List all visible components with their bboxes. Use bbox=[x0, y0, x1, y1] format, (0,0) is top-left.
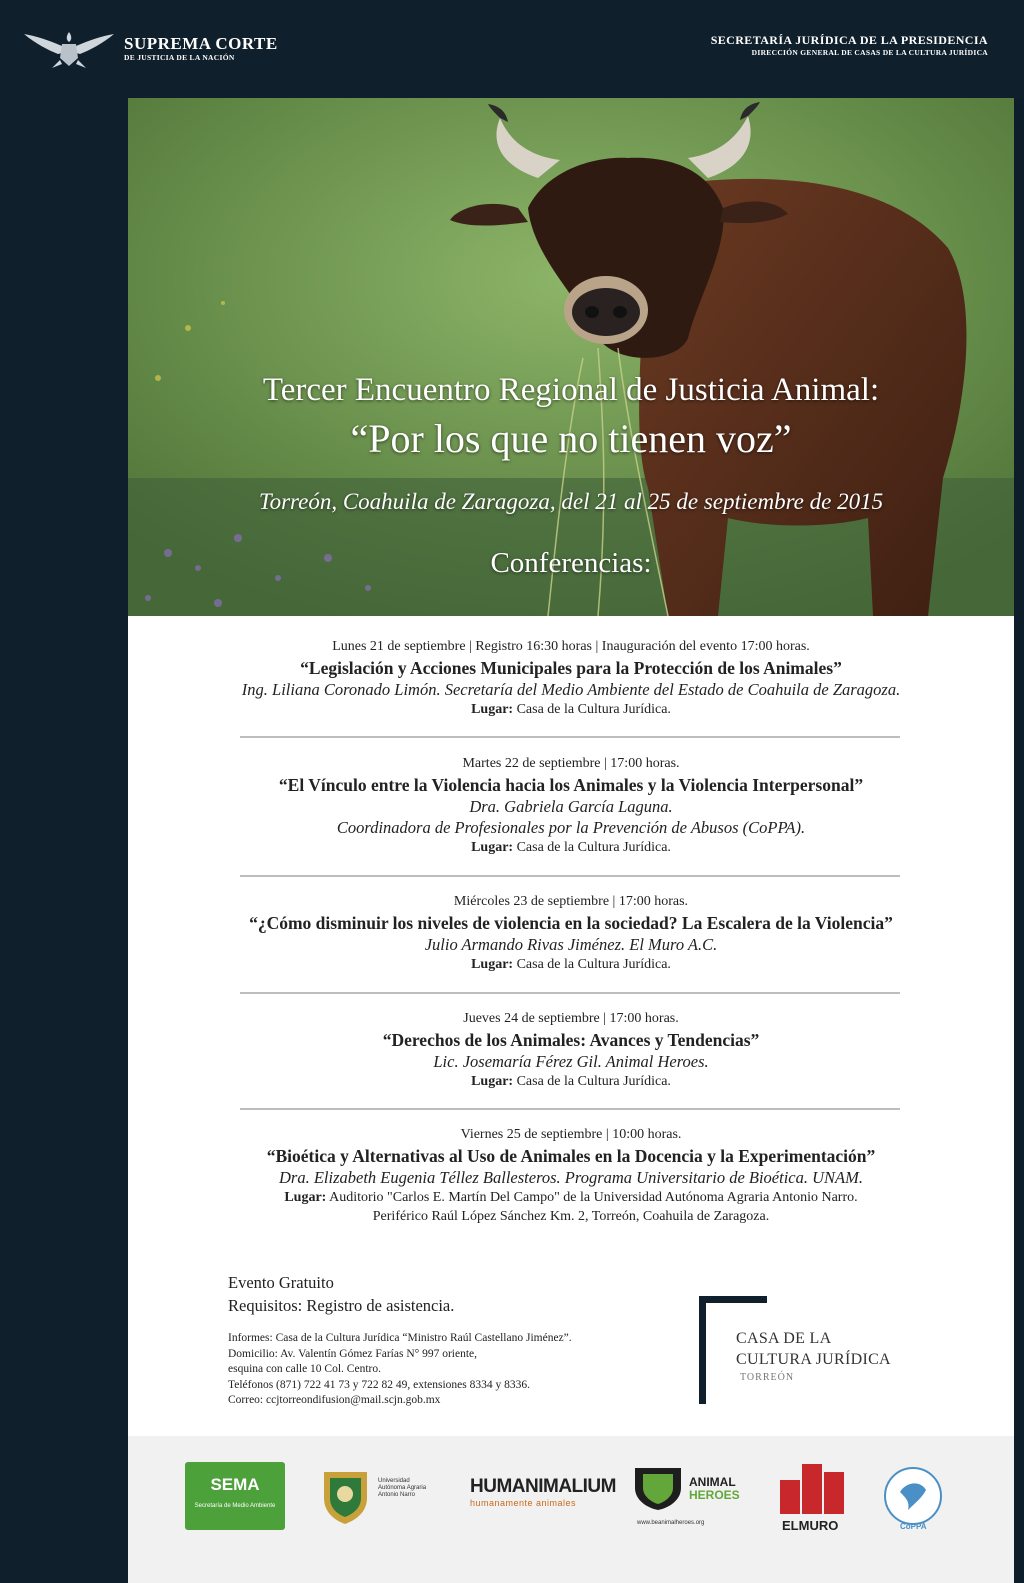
info-line: Teléfonos (871) 722 41 73 y 722 82 49, extensiones 8334 y 8336. bbox=[228, 1378, 530, 1391]
sema-label: SEMA bbox=[210, 1475, 260, 1494]
humanimalium-logo bbox=[470, 1476, 616, 1526]
secretaria-heading bbox=[711, 33, 988, 59]
session-speaker: Lic. Josemaría Férez Gil. Animal Heroes. bbox=[433, 1052, 709, 1071]
muro-label: ELMURO bbox=[782, 1518, 839, 1533]
uaaan-line: Antonio Narro bbox=[378, 1492, 416, 1498]
place-value: Casa de la Cultura Jurídica. bbox=[516, 957, 671, 972]
el-muro-logo bbox=[778, 1458, 848, 1536]
coppa-label: CoPPA bbox=[900, 1522, 927, 1531]
sema-logo bbox=[185, 1462, 285, 1530]
header-bar bbox=[0, 0, 1024, 98]
scjn-logo bbox=[22, 26, 278, 70]
uaaan-logo bbox=[318, 1468, 448, 1528]
info-line: Correo: ccjtorreondifusion@mail.scjn.gob.mx bbox=[228, 1394, 441, 1406]
place-label: Lugar: bbox=[471, 1074, 514, 1089]
free-event: Evento Gratuito bbox=[228, 1273, 334, 1292]
session-title: “Bioética y Alternativas al Uso de Animales en la Docencia y la Experimentación” bbox=[266, 1146, 876, 1166]
session-place bbox=[128, 1188, 1014, 1207]
divider bbox=[240, 992, 900, 994]
place-value: Casa de la Cultura Jurídica. bbox=[516, 702, 671, 717]
session-title: “¿Cómo disminuir los niveles de violencia en la sociedad? La Escalera de la Violencia” bbox=[249, 913, 893, 933]
info-line: Domicilio: Av. Valentín Gómez Farías N° 997 oriente, bbox=[228, 1347, 478, 1360]
session-3 bbox=[128, 892, 1014, 974]
session-speaker: Ing. Liliana Coronado Limón. Secretaría del Medio Ambiente del Estado de Coahuila de Zaragoza. bbox=[241, 680, 901, 699]
uaaan-line: Autónoma Agraria bbox=[378, 1485, 427, 1491]
org-name: SUPREMA CORTE bbox=[124, 33, 278, 53]
conferences-heading: Conferencias: bbox=[490, 547, 652, 579]
casa-line2: CULTURA JURÍDICA bbox=[736, 1351, 891, 1368]
place-label: Lugar: bbox=[284, 1190, 327, 1205]
session-date: Jueves 24 de septiembre | 17:00 horas. bbox=[463, 1011, 679, 1026]
event-info bbox=[228, 1271, 572, 1409]
sponsor-strip bbox=[128, 1436, 1014, 1583]
divider bbox=[240, 1108, 900, 1110]
bull-photo bbox=[128, 98, 1014, 616]
casa-line1: CASA DE LA bbox=[736, 1330, 832, 1347]
session-speaker-role: Coordinadora de Profesionales por la Prevención de Abusos (CoPPA). bbox=[336, 818, 806, 837]
place-label: Lugar: bbox=[471, 957, 514, 972]
sema-sub: Secretaría de Medio Ambiente bbox=[194, 1503, 276, 1509]
animal-heroes-logo bbox=[631, 1464, 751, 1534]
session-speaker: Julio Armando Rivas Jiménez. El Muro A.C. bbox=[424, 935, 718, 954]
session-date: Miércoles 23 de septiembre | 17:00 horas. bbox=[453, 894, 689, 909]
session-title: “Legislación y Acciones Municipales para la Protección de los Animales” bbox=[300, 658, 842, 678]
university-shield-icon bbox=[318, 1468, 373, 1526]
place-label: Lugar: bbox=[471, 702, 514, 717]
session-speaker: Dra. Gabriela García Laguna. bbox=[469, 797, 673, 816]
eagle-emblem-icon bbox=[22, 26, 116, 70]
session-speaker: Dra. Elizabeth Eugenia Téllez Ballesteros. Programa Universitario de Bioética. UNAM. bbox=[278, 1168, 863, 1187]
session-date: Lunes 21 de septiembre | Registro 16:30 horas | Inauguración del evento 17:00 horas. bbox=[332, 639, 810, 654]
place-value: Casa de la Cultura Jurídica. bbox=[516, 1074, 671, 1089]
session-place bbox=[128, 1072, 1014, 1091]
humanimalium-sub: humanamente animales bbox=[470, 1498, 577, 1508]
session-4 bbox=[128, 1009, 1014, 1091]
left-navy-band bbox=[0, 0, 128, 1583]
session-2 bbox=[128, 754, 1014, 857]
session-title: “El Vínculo entre la Violencia hacia los Animales y la Violencia Interpersonal” bbox=[278, 775, 864, 795]
session-place bbox=[128, 955, 1014, 974]
contact-info bbox=[228, 1331, 572, 1409]
logo-bracket bbox=[699, 1296, 706, 1404]
place-value: Casa de la Cultura Jurídica. bbox=[516, 840, 671, 855]
info-line: esquina con calle 10 Col. Centro. bbox=[228, 1363, 381, 1375]
casa-city: TORREÓN bbox=[740, 1372, 795, 1383]
heroes-animal: ANIMAL bbox=[689, 1475, 736, 1489]
requirements: Requisitos: Registro de asistencia. bbox=[228, 1296, 455, 1315]
place-value: Auditorio "Carlos E. Martín Del Campo" de la Universidad Autónoma Agraria Antonio Narro. bbox=[329, 1190, 858, 1205]
humanimalium-label: HUMANIMALIUM bbox=[470, 1476, 616, 1497]
uaaan-line: Universidad bbox=[378, 1478, 410, 1484]
divider bbox=[240, 736, 900, 738]
info-line: Informes: Casa de la Cultura Jurídica “Ministro Raúl Castellano Jiménez”. bbox=[228, 1332, 572, 1344]
org-subname: DE JUSTICIA DE LA NACIÓN bbox=[124, 52, 235, 62]
divider bbox=[240, 875, 900, 877]
wall-icon bbox=[778, 1458, 848, 1516]
casa-cultura-logo bbox=[699, 1296, 939, 1406]
program-section bbox=[128, 616, 1014, 1436]
session-5 bbox=[128, 1125, 1014, 1226]
session-1 bbox=[128, 637, 1014, 719]
session-title: “Derechos de los Animales: Avances y Tendencias” bbox=[382, 1030, 760, 1050]
secretaria-name: SECRETARÍA JURÍDICA DE LA PRESIDENCIA bbox=[710, 33, 988, 47]
session-date: Martes 22 de septiembre | 17:00 horas. bbox=[462, 756, 680, 771]
event-place-dates: Torreón, Coahuila de Zaragoza, del 21 al 25 de septiembre de 2015 bbox=[258, 489, 884, 514]
heroes-heroes: HEROES bbox=[689, 1488, 740, 1502]
session-place bbox=[128, 838, 1014, 857]
place-label: Lugar: bbox=[471, 840, 514, 855]
heroes-url: www.beanimalheroes.org bbox=[637, 1520, 705, 1526]
coppa-logo bbox=[878, 1464, 948, 1536]
session-place-address: Periférico Raúl López Sánchez Km. 2, Torreón, Coahuila de Zaragoza. bbox=[372, 1209, 770, 1224]
hero-banner bbox=[128, 98, 1014, 616]
session-place bbox=[128, 700, 1014, 719]
event-slogan: “Por los que no tienen voz” bbox=[350, 416, 792, 461]
logo-bracket-top bbox=[699, 1296, 767, 1303]
heroes-shield-icon bbox=[631, 1464, 685, 1512]
event-title: Tercer Encuentro Regional de Justicia Animal: bbox=[262, 372, 880, 408]
session-date: Viernes 25 de septiembre | 10:00 horas. bbox=[460, 1127, 682, 1142]
direccion-name: DIRECCIÓN GENERAL DE CASAS DE LA CULTURA JURÍDICA bbox=[751, 48, 988, 57]
